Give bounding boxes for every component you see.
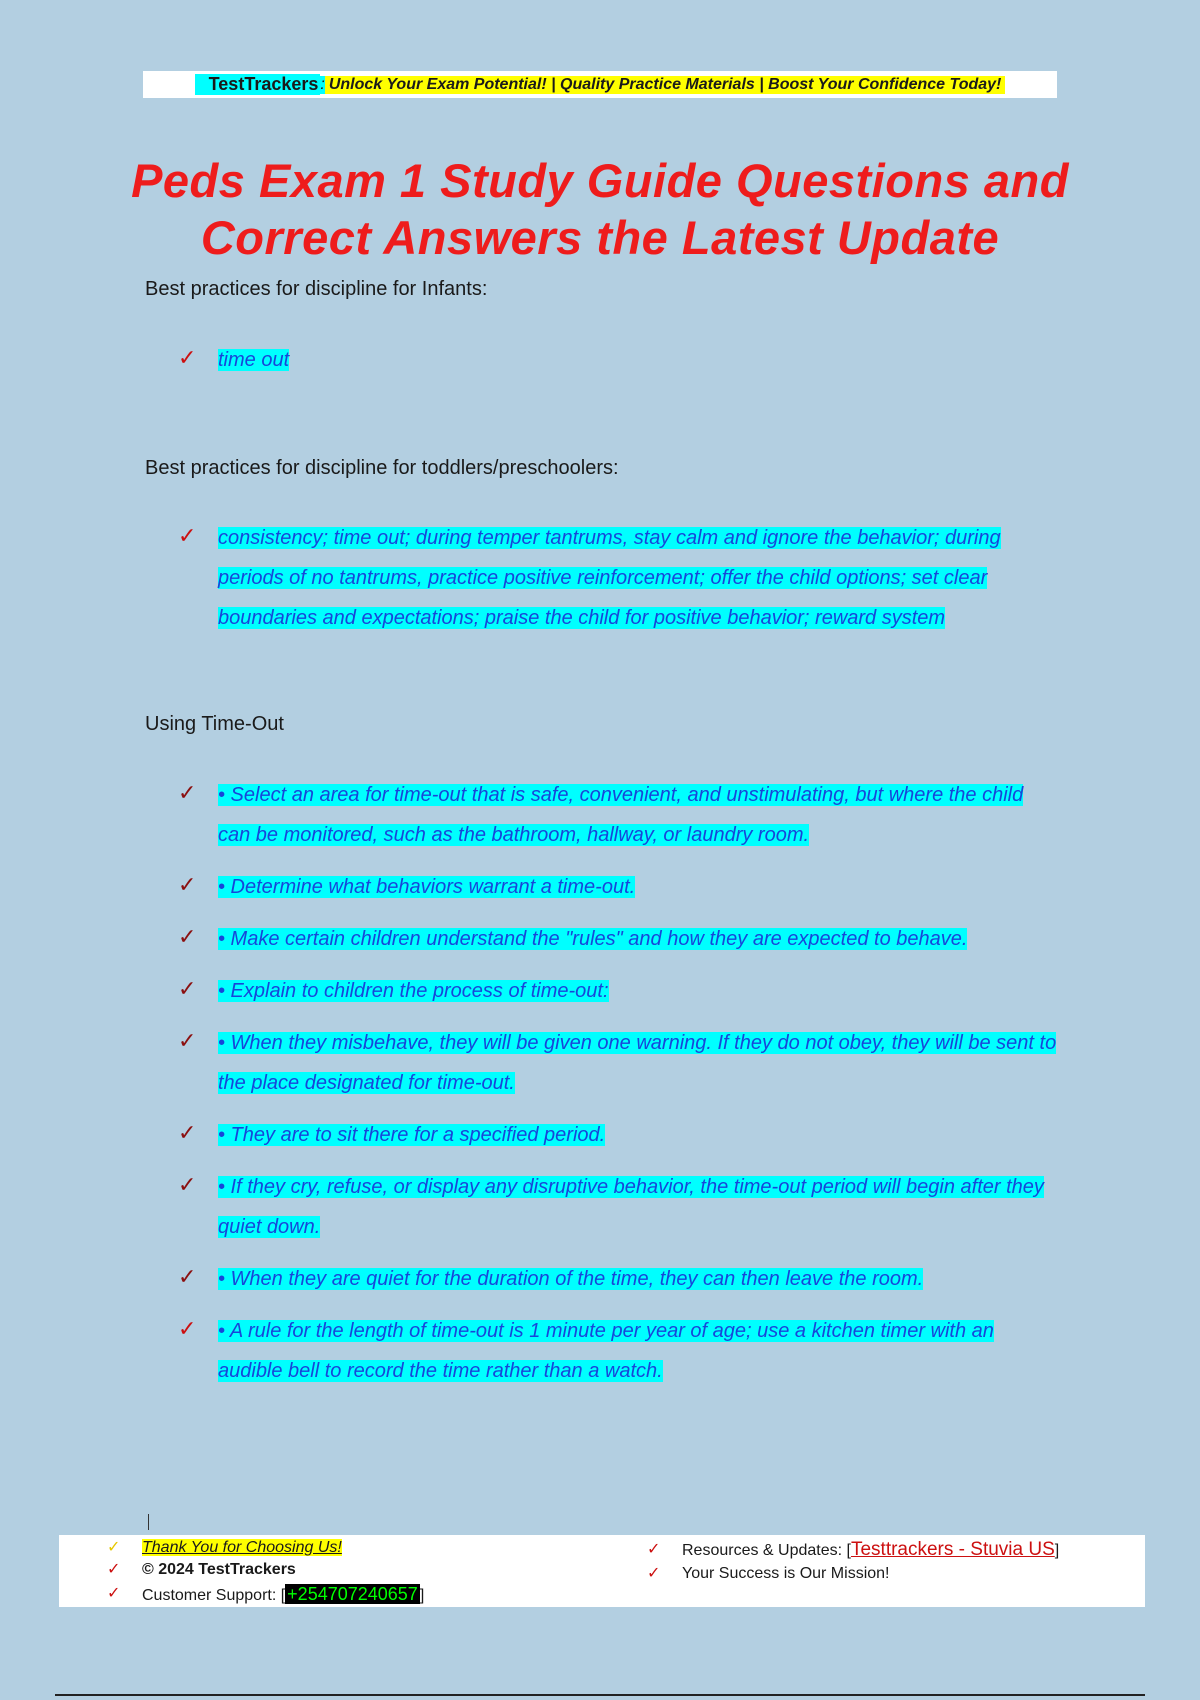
footer-thank-you bbox=[107, 1537, 424, 1559]
question-toddlers: Best practices for discipline for toddlers/preschoolers: bbox=[145, 457, 619, 479]
list-item bbox=[178, 775, 1058, 855]
header-banner bbox=[143, 71, 1057, 98]
answer-text: • A rule for the length of time-out is 1 minute per year of age; use a kitchen timer with an audible bell to record the time rather than a watch. bbox=[218, 1320, 994, 1382]
answer-text: • Make certain children understand the "rules" and how they are expected to behave. bbox=[218, 928, 968, 950]
copyright-text: © 2024 TestTrackers bbox=[142, 1561, 296, 1578]
support-label: Customer Support: [ bbox=[142, 1587, 286, 1604]
list-item bbox=[178, 919, 1058, 959]
answer-text: consistency; time out; during temper tantrums, stay calm and ignore the behavior; during periods of no tantrums, practice positive reinforcement; offer the child options; set clear boundaries and expectations; praise the child for positive behavior; reward system bbox=[218, 527, 1001, 629]
checkmark-icon: ✓ bbox=[647, 1541, 661, 1558]
checkmark-icon: ✓ bbox=[178, 976, 197, 1001]
support-close: ] bbox=[419, 1587, 425, 1604]
list-item bbox=[178, 1311, 1058, 1391]
answer-list-infants bbox=[178, 340, 1058, 380]
checkmark-icon: ✓ bbox=[178, 523, 197, 548]
checkmark-icon: ✓ bbox=[178, 872, 197, 897]
footer-copyright bbox=[107, 1559, 424, 1581]
resources-link[interactable]: Testtrackers - Stuvia US bbox=[850, 1539, 1055, 1560]
footer-mission bbox=[647, 1563, 1059, 1585]
answer-text: • Explain to children the process of time-out: bbox=[218, 980, 609, 1002]
support-phone-link[interactable]: +254707240657 bbox=[287, 1584, 418, 1604]
list-item bbox=[178, 1167, 1058, 1247]
list-item bbox=[178, 340, 1058, 380]
checkmark-icon: ✓ bbox=[178, 780, 197, 805]
title-line-1: Peds Exam 1 Study Guide Questions and bbox=[131, 154, 1069, 207]
checkmark-icon: ✓ bbox=[107, 1561, 121, 1578]
answer-text: • If they cry, refuse, or display any disruptive behavior, the time-out period will begin after they quiet down. bbox=[218, 1176, 1044, 1238]
answer-list-toddlers bbox=[178, 518, 1058, 638]
checkmark-icon: ✓ bbox=[178, 1028, 197, 1053]
list-item bbox=[178, 518, 1058, 638]
checkmark-icon: ✓ bbox=[647, 1565, 661, 1582]
footer bbox=[59, 1535, 1145, 1607]
checkmark-icon: ✓ bbox=[107, 1539, 121, 1556]
footer-right-column bbox=[647, 1537, 1059, 1585]
list-item bbox=[178, 1259, 1058, 1299]
checkmark-icon: ✓ bbox=[178, 1172, 197, 1197]
text-cursor bbox=[148, 1514, 149, 1530]
checkmark-icon: ✓ bbox=[178, 1120, 197, 1145]
list-item bbox=[178, 1023, 1058, 1103]
checkmark-icon: ✓ bbox=[178, 1316, 197, 1341]
answer-text: • Determine what behaviors warrant a time-out. bbox=[218, 876, 636, 898]
checkmark-icon: ✓ bbox=[178, 924, 197, 949]
checkmark-icon: ✓ bbox=[178, 1264, 197, 1289]
footer-left-column bbox=[107, 1537, 424, 1607]
resources-close: ] bbox=[1054, 1542, 1060, 1559]
list-item bbox=[178, 1115, 1058, 1155]
footer-support bbox=[107, 1581, 424, 1607]
mission-text: Your Success is Our Mission! bbox=[682, 1565, 890, 1582]
question-infants: Best practices for discipline for Infants: bbox=[145, 278, 488, 300]
answer-text: • Select an area for time-out that is safe, convenient, and unstimulating, but where the child can be monitored, such as the bathroom, hallway, or laundry room. bbox=[218, 784, 1024, 846]
answer-list-time-out bbox=[178, 775, 1058, 1391]
checkmark-icon: ✓ bbox=[178, 345, 197, 370]
page-title bbox=[100, 152, 1100, 266]
list-item bbox=[178, 971, 1058, 1011]
thank-you-text: Thank You for Choosing Us! bbox=[142, 1539, 342, 1556]
answer-text: • They are to sit there for a specified period. bbox=[218, 1124, 606, 1146]
header-tagline: Unlock Your Exam Potential! | Quality Practice Materials | Boost Your Confidence Today! bbox=[325, 76, 1006, 94]
title-line-2: Correct Answers the Latest Update bbox=[200, 211, 1000, 264]
bottom-divider bbox=[55, 1694, 1145, 1696]
brand-colon: : bbox=[320, 75, 325, 93]
answer-text: time out bbox=[218, 349, 290, 371]
answer-text: • When they misbehave, they will be given one warning. If they do not obey, they will be sent to the place designated for time-out. bbox=[218, 1032, 1057, 1094]
answer-text: • When they are quiet for the duration of the time, they can then leave the room. bbox=[218, 1268, 924, 1290]
resources-label: Resources & Updates: [ bbox=[682, 1542, 851, 1559]
list-item bbox=[178, 867, 1058, 907]
footer-resources bbox=[647, 1537, 1059, 1563]
checkmark-icon: ✓ bbox=[107, 1585, 121, 1602]
brand-name: TestTrackers bbox=[195, 74, 321, 95]
question-time-out: Using Time-Out bbox=[145, 713, 284, 735]
